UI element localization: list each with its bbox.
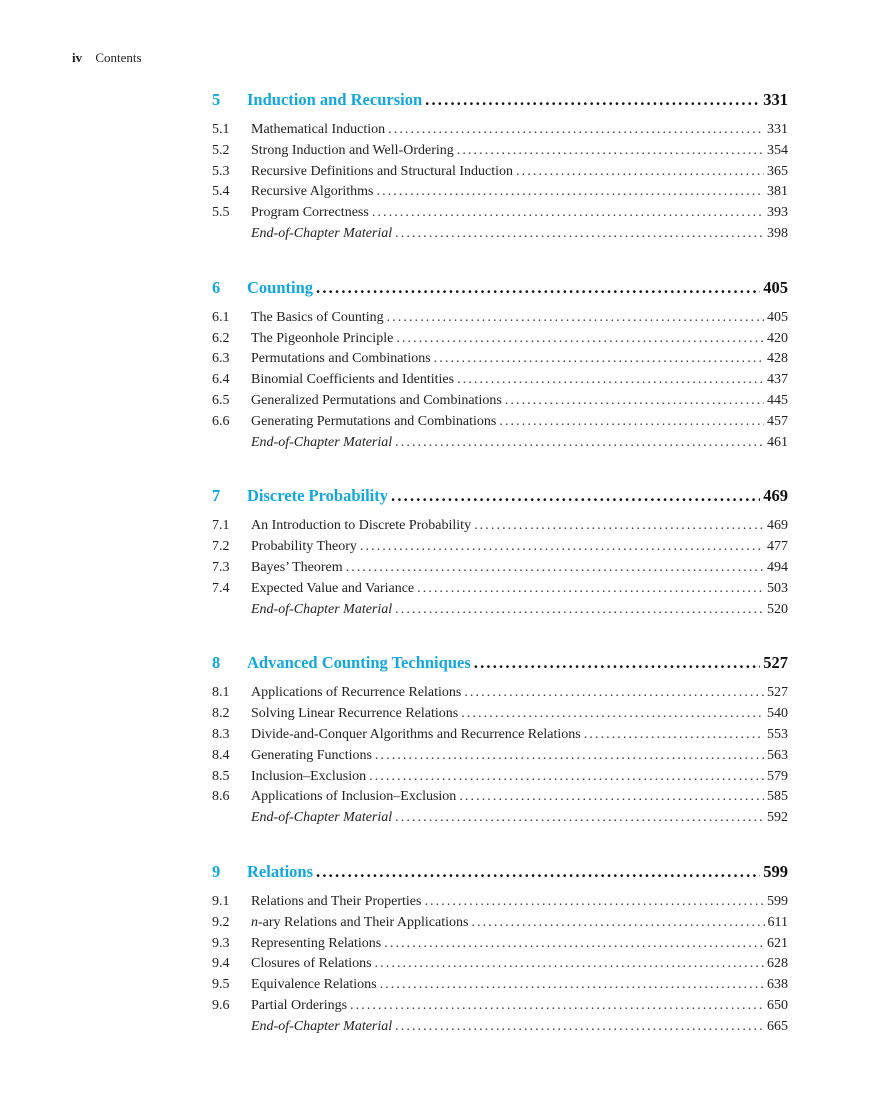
- section-page: 461: [767, 434, 788, 450]
- chapter-heading[interactable]: [212, 486, 788, 510]
- section-page: 381: [767, 184, 788, 200]
- section-number: 9.4: [212, 956, 230, 972]
- dot-leader: [377, 184, 765, 200]
- section-title: Probability Theory: [251, 539, 357, 555]
- section-entry[interactable]: [212, 581, 788, 602]
- chapter-page: 527: [763, 653, 788, 673]
- section-page: 437: [767, 372, 788, 388]
- section-number: 6.1: [212, 309, 230, 325]
- section-title: Expected Value and Variance: [251, 580, 415, 596]
- section-title: Applications of Inclusion–Exclusion: [251, 789, 457, 805]
- section-list: [212, 518, 788, 622]
- section-title: Generating Permutations and Combinations: [251, 413, 497, 429]
- section-number: 8.2: [212, 706, 230, 722]
- section-title: Program Correctness: [251, 205, 369, 221]
- section-page: 428: [767, 351, 788, 367]
- section-entry[interactable]: [212, 936, 788, 957]
- section-page: 599: [767, 893, 788, 909]
- section-title: Divide-and-Conquer Algorithms and Recurrence Relations: [251, 726, 581, 742]
- dot-leader: [360, 539, 764, 555]
- section-title: Applications of Recurrence Relations: [251, 685, 462, 701]
- chapter-title: Discrete Probability: [247, 486, 388, 506]
- section-title: Partial Orderings: [251, 997, 348, 1013]
- section-page: 445: [767, 392, 788, 408]
- section-entry[interactable]: [212, 706, 788, 727]
- page-number: iv: [72, 50, 83, 65]
- running-head-title: Contents: [95, 50, 142, 65]
- section-page: 420: [767, 330, 788, 346]
- section-page: 611: [767, 914, 788, 930]
- chapter-entry: [212, 486, 788, 622]
- section-page: 398: [767, 225, 788, 241]
- dot-leader: [350, 998, 764, 1014]
- section-page: 520: [767, 601, 788, 617]
- section-entry[interactable]: [212, 810, 788, 831]
- section-page: 621: [767, 935, 788, 951]
- running-head: [72, 50, 142, 66]
- section-title: Permutations and Combinations: [251, 351, 431, 367]
- chapter-heading[interactable]: [212, 278, 788, 302]
- section-title: Relations and Their Properties: [251, 893, 422, 909]
- section-number: 5.2: [212, 142, 230, 158]
- chapter-entry: [212, 862, 788, 1040]
- section-title: End-of-Chapter Material: [251, 1018, 393, 1034]
- dot-leader: [375, 748, 764, 764]
- section-number: 7.3: [212, 559, 230, 575]
- section-page: 469: [767, 518, 788, 534]
- chapter-number: 6: [212, 277, 221, 297]
- chapter-heading[interactable]: [212, 862, 788, 886]
- table-of-contents: [212, 90, 788, 1071]
- dot-leader: [388, 122, 764, 138]
- chapter-entry: [212, 90, 788, 247]
- section-title: Representing Relations: [251, 935, 382, 951]
- section-number: 9.1: [212, 893, 230, 909]
- section-entry[interactable]: [212, 331, 788, 352]
- section-entry[interactable]: [212, 789, 788, 810]
- dot-leader: [372, 205, 764, 221]
- dot-leader: [425, 90, 760, 110]
- dot-leader: [464, 685, 764, 701]
- section-page: 628: [767, 956, 788, 972]
- section-page: 477: [767, 539, 788, 555]
- section-title: End-of-Chapter Material: [251, 601, 393, 617]
- section-page: 457: [767, 413, 788, 429]
- section-entry[interactable]: [212, 769, 788, 790]
- chapter-title: Relations: [247, 861, 313, 881]
- section-number: 6.2: [212, 330, 230, 346]
- section-entry[interactable]: [212, 727, 788, 748]
- section-entry[interactable]: [212, 351, 788, 372]
- section-entry[interactable]: [212, 414, 788, 435]
- section-entry[interactable]: [212, 956, 788, 977]
- dot-leader: [417, 581, 764, 597]
- section-page: 579: [767, 768, 788, 784]
- chapter-page: 331: [763, 90, 788, 109]
- section-number: 8.3: [212, 726, 230, 742]
- section-number: 6.6: [212, 413, 230, 429]
- section-number: 5.5: [212, 205, 230, 221]
- chapter-heading[interactable]: [212, 653, 788, 677]
- section-number: 8.1: [212, 685, 230, 701]
- dot-leader: [395, 1019, 764, 1035]
- dot-leader: [369, 769, 764, 785]
- dot-leader: [384, 936, 764, 952]
- section-entry[interactable]: [212, 748, 788, 769]
- section-list: [212, 894, 788, 1040]
- section-number: 6.4: [212, 372, 230, 388]
- dot-leader: [474, 518, 764, 534]
- dot-leader: [499, 414, 764, 430]
- chapter-number: 7: [212, 486, 221, 506]
- section-entry[interactable]: [212, 184, 788, 205]
- section-number: 9.3: [212, 935, 230, 951]
- section-entry[interactable]: [212, 1019, 788, 1040]
- section-entry[interactable]: [212, 915, 788, 936]
- section-entry[interactable]: [212, 164, 788, 185]
- section-page: 563: [767, 747, 788, 763]
- dot-leader: [395, 602, 764, 618]
- dot-leader: [461, 706, 764, 722]
- section-number: 9.6: [212, 997, 230, 1013]
- section-page: 638: [767, 977, 788, 993]
- section-title: Bayes’ Theorem: [251, 559, 343, 575]
- dot-leader: [396, 331, 764, 347]
- dot-leader: [505, 393, 764, 409]
- dot-leader: [424, 894, 764, 910]
- dot-leader: [584, 727, 764, 743]
- section-title: Mathematical Induction: [251, 122, 386, 137]
- dot-leader: [474, 653, 761, 673]
- dot-leader: [316, 278, 760, 298]
- chapter-page: 469: [763, 486, 788, 506]
- section-title: End-of-Chapter Material: [251, 810, 393, 826]
- section-title: n-ary Relations and Their Applications: [251, 914, 469, 930]
- section-title: End-of-Chapter Material: [251, 434, 393, 450]
- section-title: Binomial Coefficients and Identities: [251, 372, 455, 388]
- section-page: 494: [767, 559, 788, 575]
- section-list: [212, 310, 788, 456]
- section-page: 354: [767, 142, 788, 158]
- section-entry[interactable]: [212, 518, 788, 539]
- chapter-page: 599: [763, 861, 788, 881]
- chapter-heading[interactable]: [212, 90, 788, 114]
- chapter-title: Advanced Counting Techniques: [247, 653, 471, 673]
- section-page: 405: [767, 309, 788, 325]
- dot-leader: [391, 486, 760, 506]
- dot-leader: [316, 862, 760, 882]
- chapter-number: 9: [212, 861, 221, 881]
- section-title: Strong Induction and Well-Ordering: [251, 142, 454, 158]
- dot-leader: [457, 143, 764, 159]
- section-title: The Basics of Counting: [251, 309, 384, 325]
- section-page: 365: [767, 163, 788, 179]
- section-title: Inclusion–Exclusion: [251, 768, 367, 784]
- section-page: 553: [767, 726, 788, 742]
- section-entry[interactable]: [212, 310, 788, 331]
- section-entry[interactable]: [212, 143, 788, 164]
- section-page: 527: [767, 685, 788, 701]
- dot-leader: [395, 435, 764, 451]
- dot-leader: [457, 372, 764, 388]
- section-page: 585: [767, 789, 788, 805]
- section-entry[interactable]: [212, 435, 788, 456]
- section-number: 8.4: [212, 747, 230, 763]
- dot-leader: [516, 164, 764, 180]
- section-page: 592: [767, 810, 788, 826]
- chapter-title: Counting: [247, 277, 314, 297]
- section-title: Generating Functions: [251, 747, 372, 763]
- section-number: 9.2: [212, 914, 230, 930]
- section-entry[interactable]: [212, 393, 788, 414]
- section-title: Recursive Definitions and Structural Induction: [251, 163, 514, 179]
- section-entry[interactable]: [212, 560, 788, 581]
- chapter-entry: [212, 653, 788, 831]
- section-number: 6.3: [212, 351, 230, 367]
- section-page: 650: [767, 997, 788, 1013]
- section-entry[interactable]: [212, 539, 788, 560]
- chapter-title: Induction and Recursion: [247, 90, 423, 109]
- section-number: 7.4: [212, 580, 230, 596]
- section-list: [212, 685, 788, 831]
- section-title: The Pigeonhole Principle: [251, 330, 394, 346]
- section-number: 7.1: [212, 518, 230, 534]
- dot-leader: [387, 310, 764, 326]
- section-list: [212, 122, 788, 247]
- section-number: 8.6: [212, 789, 230, 805]
- chapter-number: 8: [212, 653, 221, 673]
- section-title: Closures of Relations: [251, 956, 372, 972]
- section-title: Equivalence Relations: [251, 977, 377, 993]
- section-page: 540: [767, 706, 788, 722]
- section-number: 5.1: [212, 122, 230, 137]
- section-entry[interactable]: [212, 998, 788, 1019]
- chapter-entry: [212, 278, 788, 456]
- dot-leader: [395, 226, 764, 242]
- section-entry[interactable]: [212, 226, 788, 247]
- section-number: 9.5: [212, 977, 230, 993]
- section-number: 5.3: [212, 163, 230, 179]
- section-number: 6.5: [212, 392, 230, 408]
- dot-leader: [434, 351, 764, 367]
- dot-leader: [395, 810, 764, 826]
- dot-leader: [380, 977, 764, 993]
- chapter-page: 405: [763, 277, 788, 297]
- section-entry[interactable]: [212, 205, 788, 226]
- section-entry[interactable]: [212, 894, 788, 915]
- section-title: Solving Linear Recurrence Relations: [251, 706, 459, 722]
- section-entry[interactable]: [212, 977, 788, 998]
- section-title: Recursive Algorithms: [251, 184, 374, 200]
- dot-leader: [346, 560, 764, 576]
- dot-leader: [471, 915, 764, 931]
- section-entry[interactable]: [212, 372, 788, 393]
- section-page: 331: [767, 122, 788, 137]
- section-number: 5.4: [212, 184, 230, 200]
- section-entry[interactable]: [212, 602, 788, 623]
- section-number: 8.5: [212, 768, 230, 784]
- chapter-number: 5: [212, 90, 221, 109]
- dot-leader: [459, 789, 764, 805]
- section-number: 7.2: [212, 539, 230, 555]
- section-page: 665: [767, 1018, 788, 1034]
- section-title: End-of-Chapter Material: [251, 225, 393, 241]
- section-title: Generalized Permutations and Combinations: [251, 392, 502, 408]
- section-page: 393: [767, 205, 788, 221]
- section-entry[interactable]: [212, 685, 788, 706]
- section-page: 503: [767, 580, 788, 596]
- section-title: An Introduction to Discrete Probability: [251, 518, 472, 534]
- dot-leader: [375, 956, 764, 972]
- section-entry[interactable]: [212, 122, 788, 143]
